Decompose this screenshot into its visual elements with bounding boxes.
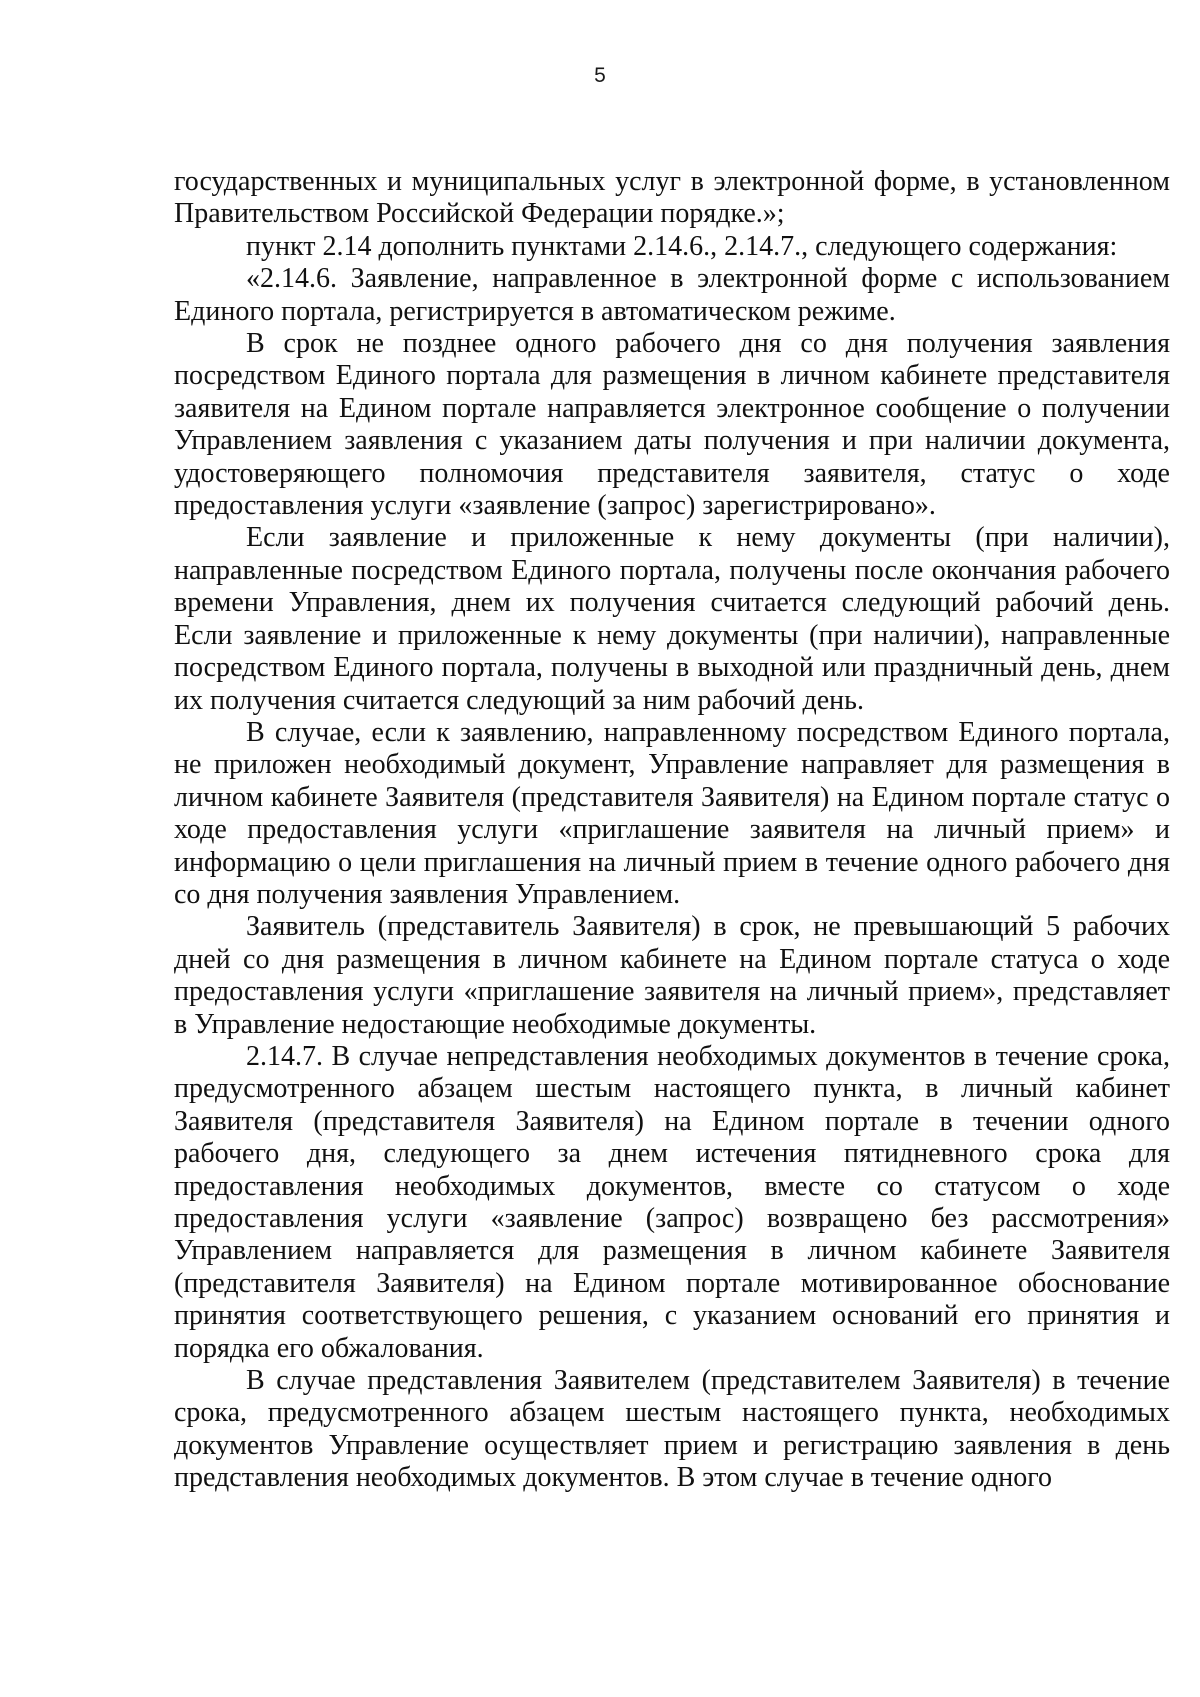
paragraph-2-14-6: «2.14.6. Заявление, направленное в электронной форме с использованием Единого портала, регистрируется в автоматическом режиме. [174,263,1170,327]
document-body [174,166,1170,1495]
paragraph-registration-term: В срок не позднее одного рабочего дня со дня получения заявления посредством Единого портала для размещения в личном кабинете представителя заявителя на Едином портале направляется электронное сообщение о получении Управлением заявления с указанием даты получения и при наличии документа, удостоверяющего полномочия представителя заявителя, статус о ходе предоставления услуги «заявление (запрос) зарегистрировано». [174,328,1170,522]
paragraph-after-hours: Если заявление и приложенные к нему документы (при наличии), направленные посредством Единого портала, получены после окончания рабочего времени Управления, днем их получения считается следующий рабочий день. Если заявление и приложенные к нему документы (при наличии), направленные посредством Единого портала, получены в выходной или праздничный день, днем их получения считается следующий за ним рабочий день. [174,522,1170,716]
paragraph-applicant-deadline: Заявитель (представитель Заявителя) в срок, не превышающий 5 рабочих дней со дня размещения в личном кабинете на Едином портале статуса о ходе предоставления услуги «приглашение заявителя на личный прием», представляет в Управление недостающие необходимые документы. [174,911,1170,1040]
paragraph-continuation: государственных и муниципальных услуг в электронной форме, в установленном Правительством Российской Федерации порядке.»; [174,166,1170,230]
paragraph-2-14-7: 2.14.7. В случае непредставления необходимых документов в течение срока, предусмотренного абзацем шестым настоящего пункта, в личный кабинет Заявителя (представителя Заявителя) на Едином портале в течении одного рабочего дня, следующего за днем истечения пятидневного срока для предоставления необходимых документов, вместе со статусом о ходе предоставления услуги «заявление (запрос) возвращено без рассмотрения» Управлением направляется для размещения в личном кабинете Заявителя (представителя Заявителя) на Едином портале мотивированное обоснование принятия соответствующего решения, с указанием оснований его принятия и порядка его обжалования. [174,1040,1170,1364]
page-number: 5 [594,64,606,87]
paragraph-documents-submitted: В случае представления Заявителем (представителем Заявителя) в течение срока, предусмотренного абзацем шестым настоящего пункта, необходимых документов Управление осуществляет прием и регистрацию заявления в день представления необходимых документов. В этом случае в течение одного [174,1365,1170,1494]
paragraph-amendment-intro: пункт 2.14 дополнить пунктами 2.14.6., 2.14.7., следующего содержания: [246,230,1118,262]
paragraph-missing-document: В случае, если к заявлению, направленному посредством Единого портала, не приложен необходимый документ, Управление направляет для размещения в личном кабинете Заявителя (представителя Заявителя) на Едином портале статус о ходе предоставления услуги «приглашение заявителя на личный прием» и информацию о цели приглашения на личный прием в течение одного рабочего дня со дня получения заявления Управлением. [174,716,1170,910]
